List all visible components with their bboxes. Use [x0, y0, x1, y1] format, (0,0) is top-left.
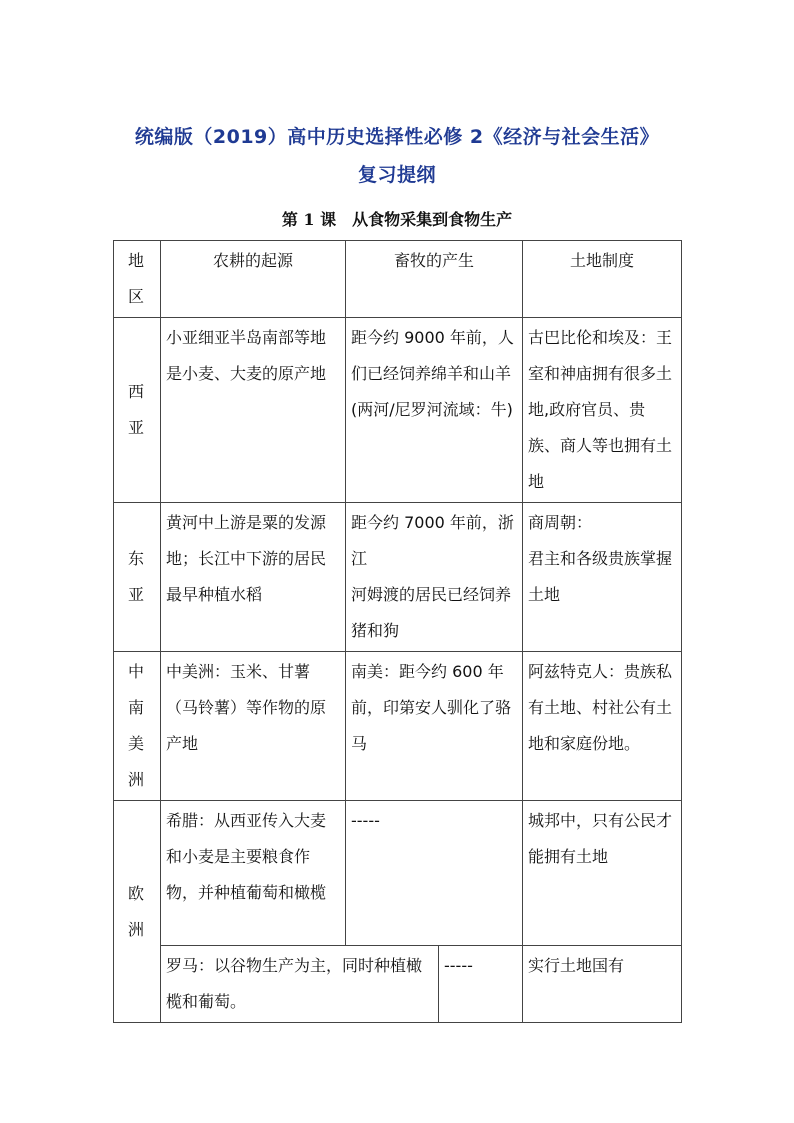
americas-livestock: 南美：距今约 600 年前，印第安人驯化了骆马 [346, 652, 523, 801]
east-asia-land-cell [523, 503, 682, 652]
region-europe: 欧洲 [114, 801, 161, 1023]
rome-livestock: ----- [439, 946, 523, 1023]
greece-livestock: ----- [346, 801, 523, 946]
west-asia-livestock-cell [346, 318, 523, 503]
west-asia-agriculture: 小亚细亚半岛南部等地是小麦、大麦的原产地 [161, 318, 346, 503]
region-west-asia: 西亚 [114, 318, 161, 503]
rome-agriculture: 罗马：以谷物生产为主，同时种植橄榄和葡萄。 [161, 946, 439, 1023]
lesson-title: 第 1 课 从食物采集到食物生产 [281, 210, 513, 229]
americas-land: 阿兹特克人：贵族私有土地、村社公有土地和家庭份地。 [523, 652, 682, 801]
east-asia-agriculture: 黄河中上游是粟的发源地；长江中下游的居民最早种植水稻 [161, 503, 346, 652]
table-row-west-asia [114, 318, 682, 503]
table-row-europe-greece [114, 801, 682, 946]
east-asia-livestock-line2: 河姆渡的居民已经饲养猪和狗 [351, 585, 512, 640]
west-asia-livestock: 距今约 9000 年前，人们已经饲养绵羊和山羊 [351, 328, 514, 383]
greece-agriculture: 希腊：从西亚传入大麦和小麦是主要粮食作物，并种植葡萄和橄榄 [161, 801, 346, 946]
east-asia-land-line1: 商周朝： [528, 513, 593, 532]
table-row-americas [114, 652, 682, 801]
header-livestock: 畜牧的产生 [346, 241, 523, 318]
americas-agriculture: 中美洲：玉米、甘薯（马铃薯）等作物的原产地 [161, 652, 346, 801]
header-region: 地区 [114, 241, 161, 318]
east-asia-livestock-cell [346, 503, 523, 652]
greece-land: 城邦中，只有公民才能拥有土地 [523, 801, 682, 946]
east-asia-land-line2: 君主和各级贵族掌握土地 [528, 549, 673, 604]
header-agriculture: 农耕的起源 [161, 241, 346, 318]
outline-table [113, 240, 682, 1023]
region-americas: 中南美洲 [114, 652, 161, 801]
west-asia-land: 古巴比伦和埃及：王室和神庙拥有很多土地,政府官员、贵族、商人等也拥有土地 [523, 318, 682, 503]
table-header-row [114, 241, 682, 318]
table-row-europe-rome [114, 946, 682, 1023]
rome-land: 实行土地国有 [523, 946, 682, 1023]
region-east-asia: 东亚 [114, 503, 161, 652]
west-asia-livestock-note: (两河/尼罗河流域：牛) [351, 400, 513, 419]
east-asia-livestock-line1: 距今约 7000 年前，浙江 [351, 513, 514, 568]
header-land: 土地制度 [523, 241, 682, 318]
table-row-east-asia [114, 503, 682, 652]
document-title-line1: 统编版（2019）高中历史选择性必修 2《经济与社会生活》 [134, 126, 660, 148]
document-title-line2: 复习提纲 [357, 164, 436, 186]
